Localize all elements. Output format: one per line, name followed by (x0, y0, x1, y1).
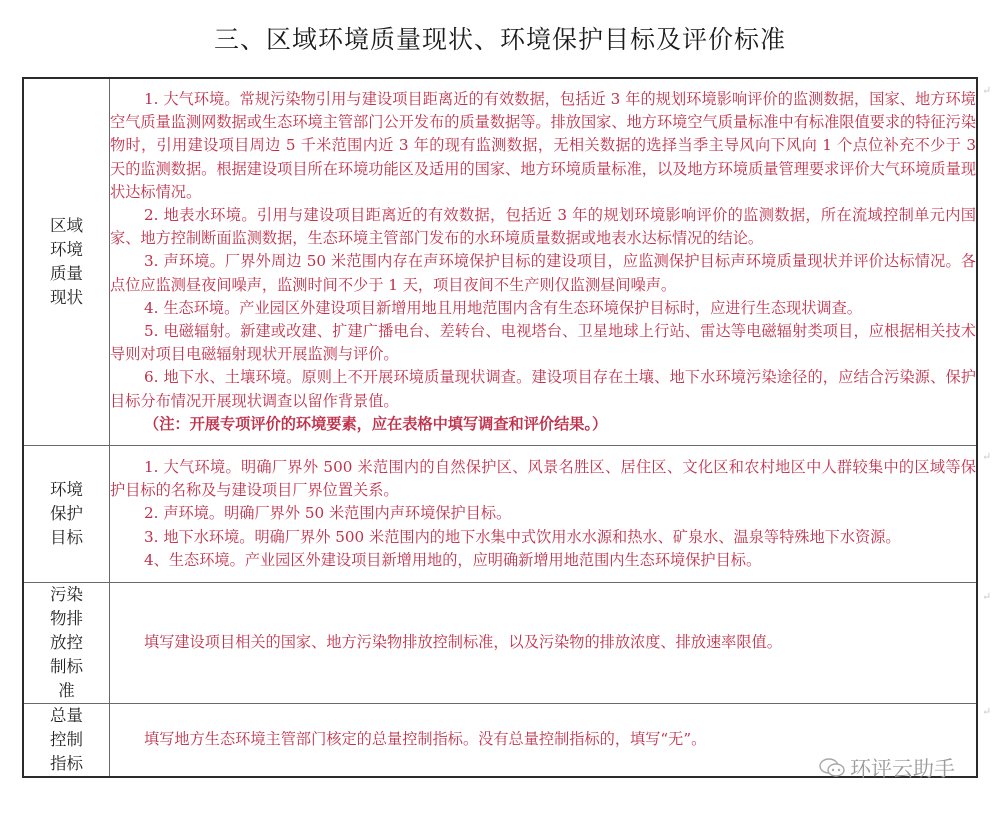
paragraph-mark-icon: ↵ (982, 705, 992, 718)
row-label: 总量控制指标 (23, 704, 110, 778)
watermark-text: 环评云助手 (850, 757, 955, 781)
paragraph-groundwater-soil: 6. 地下水、土壤环境。原则上不开展环境质量现状调查。建设项目存在土壤、地下水环境污染途径的，应结合污染源、保护目标分布情况开展现状调查以留作背景值。 (110, 368, 976, 410)
paragraph-note: （注：开展专项评价的环境要素，应在表格中填写调查和评价结果。） (144, 414, 608, 433)
paragraph-emission: 填写建设项目相关的国家、地方污染物排放控制标准，以及污染物的排放浓度、排放速率限值。 (144, 633, 782, 652)
wechat-icon (818, 757, 846, 779)
paragraph-mark-icon: ↵ (982, 590, 992, 603)
row-label: 环境保护目标 (23, 446, 110, 583)
table-row-emission-standards (23, 583, 977, 704)
watermark (818, 753, 955, 783)
table-row-protection-targets (23, 446, 977, 583)
paragraph-noise: 2. 声环境。明确厂界外 50 米范围内声环境保护目标。 (144, 504, 512, 523)
row-content (110, 78, 978, 446)
paragraph-mark-icon: ↵ (982, 84, 992, 97)
paragraph-ecology: 4. 生态环境。产业园区外建设项目新增用地且用地范围内含有生态环境保护目标时，应进行生态现状调查。 (144, 298, 862, 317)
document-title: 三、区域环境质量现状、环境保护目标及评价标准 (213, 25, 786, 54)
paragraph-electromagnetic: 5. 电磁辐射。新建或改建、扩建广播电台、差转台、电视塔台、卫星地球上行站、雷达等电磁辐射类项目，应根据相关技术导则对项目电磁辐射现状开展监测与评价。 (110, 322, 976, 364)
paragraph-air: 1. 大气环境。常规污染物引用与建设项目距离近的有效数据，包括近 3 年的规划环境影响评价的监测数据，国家、地方环境空气质量监测网数据或生态环境主管部门公开发布的质量数据等。排放国家、地方环境空气质量标准中有标准限值要求的特征污染物时，引用建设项目周边 5 千米范围内近 3 年的现有监测数据，无相关数据的选择当季主导风向下风向 1 个点位补充不少于 3 天的监测数据。根据建设项目所在环境功能区及适用的国家、地方环境质量标准，以及地方环境质量管理要求评价大气环境质量现状达标情况。 (110, 89, 976, 201)
paragraph-air: 1. 大气环境。明确厂界外 500 米范围内的自然保护区、风景名胜区、居住区、文化区和农村地区中人群较集中的区域等保护目标的名称及与建设项目厂界位置关系。 (110, 457, 976, 500)
row-content (110, 446, 978, 583)
row-label: 污染物排放控制标准 (23, 583, 110, 704)
paragraph-noise: 3. 声环境。厂界外周边 50 米范围内存在声环境保护目标的建设项目，应监测保护目标声环境质量现状并评价达标情况。各点位应监测昼夜间噪声，监测时间不少于 1 天，项目夜间不生产则仅监测昼间噪声。 (110, 252, 976, 294)
paragraph-groundwater: 3. 地下水环境。明确厂界外 500 米范围内的地下水集中式饮用水水源和热水、矿泉水、温泉等特殊地下水资源。 (144, 527, 901, 546)
row-label: 区域环境质量现状 (23, 78, 110, 446)
row-content (110, 583, 978, 704)
paragraph-mark-icon: ↵ (982, 450, 992, 463)
paragraph-ecology: 4、生态环境。产业园区外建设项目新增用地的，应明确新增用地范围内生态环境保护目标。 (144, 550, 762, 569)
paragraph-total-control: 填写地方生态环境主管部门核定的总量控制指标。没有总量控制指标的，填写“无”。 (144, 730, 707, 749)
table-row-regional-quality (23, 78, 977, 446)
assessment-table (22, 77, 978, 778)
paragraph-surface-water: 2. 地表水环境。引用与建设项目距离近的有效数据，包括近 3 年的规划环境影响评价的监测数据，所在流域控制单元内国家、地方控制断面监测数据，生态环境主管部门发布的水环境质量数据或地表水达标情况的结论。 (110, 205, 976, 248)
